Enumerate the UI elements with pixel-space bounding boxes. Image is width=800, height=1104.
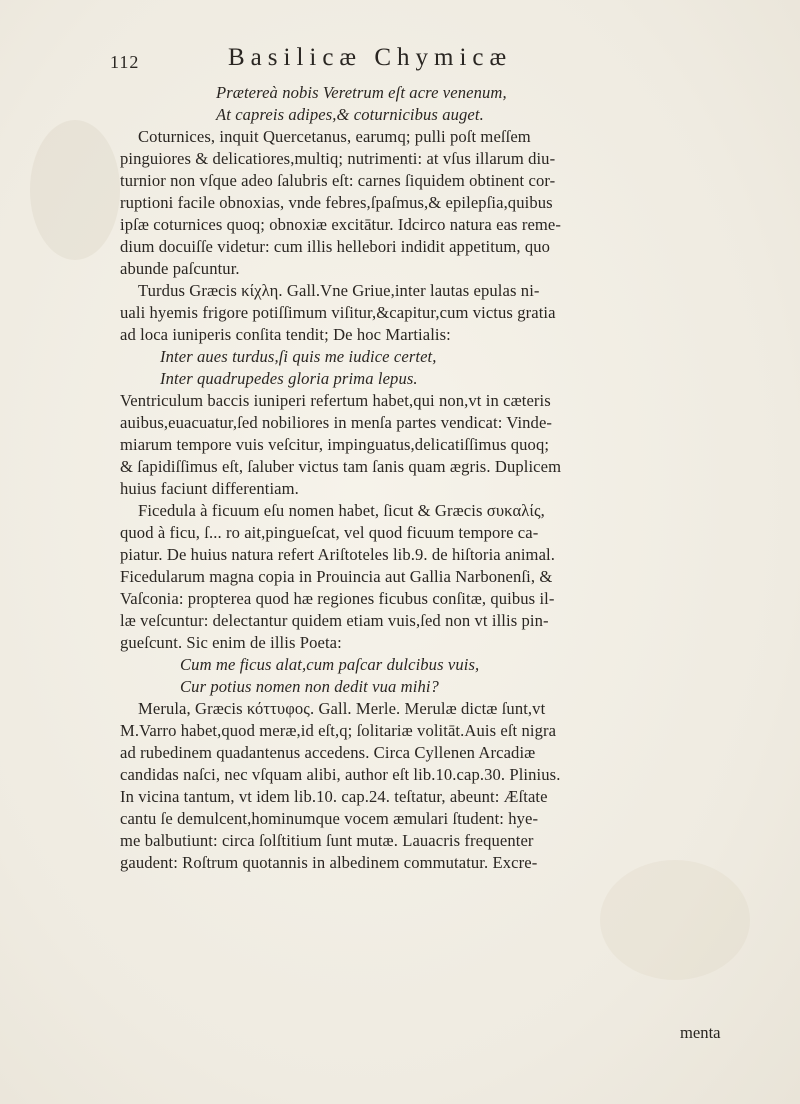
paragraph-line: piatur. De huius natura refert Ariſtoteles lib.9. de hiſtoria animal.	[120, 545, 555, 564]
page-number: 112	[110, 52, 140, 72]
paragraph-line: ad loca iuniperis conſita tendit; De hoc Martialis:	[120, 325, 451, 344]
catchword: menta	[680, 1023, 721, 1042]
verse-line: At capreis adipes,& coturnicibus auget.	[216, 105, 484, 124]
paragraph-line: Ficedularum magna copia in Prouincia aut Gallia Narbonenſi, &	[120, 567, 553, 586]
paragraph-line: quod à ficu, ſ... ro ait,pingueſcat, vel quod ficuum tempore ca-	[120, 523, 539, 542]
paragraph-line: ruptioni facile obnoxias, vnde febres,ſpaſmus,& epilepſia,quibus	[120, 193, 553, 212]
paragraph-line: abunde paſcuntur.	[120, 259, 240, 278]
paragraph-line: dium docuiſſe videtur: cum illis hellebori indidit appetitum, quo	[120, 237, 551, 256]
paragraph-line: M.Varro habet,quod meræ,id eſt,q; ſolitariæ volitāt.Auis eſt nigra	[120, 721, 557, 740]
paragraph-line: huius faciunt differentiam.	[120, 479, 299, 498]
text-body	[120, 82, 732, 874]
paragraph-line: gaudent: Roſtrum quotannis in albedinem commutatur. Excre-	[120, 853, 538, 872]
paragraph-line: Ventriculum baccis iuniperi refertum habet,qui non,vt in cæteris	[120, 391, 551, 410]
paragraph-line: cantu ſe demulcent,hominumque vocem æmulari ſtudent: hye-	[120, 809, 539, 828]
paragraph-line: uali hyemis frigore potiſſimum viſitur,&capitur,cum victus gratia	[120, 303, 556, 322]
paragraph-line: pinguiores & delicatiores,multiq; nutrimenti: at vſus illarum diu-	[120, 149, 556, 168]
paragraph-line: Merula, Græcis κόττυφος. Gall. Merle. Merulæ dictæ ſunt,vt	[138, 699, 546, 718]
paragraph-line: Coturnices, inquit Quercetanus, earumq; pulli poſt meſſem	[138, 127, 531, 146]
paragraph-line: & ſapidiſſimus eſt, ſaluber victus tam ſanis quam ægris. Duplicem	[120, 457, 562, 476]
paragraph-line: Ficedula à ficuum eſu nomen habet, ſicut & Græcis συκαλίς,	[138, 501, 545, 520]
paragraph-line: turnior non vſque adeo ſalubris eſt: carnes ſiquidem obtinent cor-	[120, 171, 556, 190]
paper-stain	[30, 120, 120, 260]
paragraph-line: ipſæ coturnices quoq; obnoxiæ excitātur. Idcirco natura eas reme-	[120, 215, 562, 234]
paragraph-line: Turdus Græcis κίχλη. Gall.Vne Griue,inter lautas epulas ni-	[138, 281, 540, 300]
page-header	[98, 44, 738, 78]
verse-line: Cur potius nomen non dedit vua mihi?	[180, 677, 439, 696]
paragraph-line: miarum tempore vuis veſcitur, impinguatus,delicatiſſimus quoq;	[120, 435, 550, 454]
verse-line: Prætereà nobis Veretrum eſt acre venenum,	[216, 83, 507, 102]
paragraph-line: candidas naſci, nec vſquam alibi, author eſt lib.10.cap.30. Plinius.	[120, 765, 561, 784]
paragraph-line: læ veſcuntur: delectantur quidem etiam vuis,ſed non vt illis pin-	[120, 611, 549, 630]
verse-line: Inter aues turdus,ſi quis me iudice certet,	[160, 347, 437, 366]
running-head: Basilicæ Chymicæ	[228, 44, 513, 71]
verse-line: Inter quadrupedes gloria prima lepus.	[160, 369, 418, 388]
paragraph-line: In vicina tantum, vt idem lib.10. cap.24. teſtatur, abeunt: Æſtate	[120, 787, 548, 806]
paragraph-line: auibus,euacuatur,ſed nobiliores in menſa partes vendicat: Vinde-	[120, 413, 553, 432]
paper-stain	[600, 860, 750, 980]
paragraph-line: ad rubedinem quadantenus accedens. Circa Cyllenen Arcadiæ	[120, 743, 536, 762]
paragraph-line: Vaſconia: propterea quod hæ regiones ficubus conſitæ, quibus il-	[120, 589, 555, 608]
verse-line: Cum me ficus alat,cum paſcar dulcibus vuis,	[180, 655, 480, 674]
paragraph-line: gueſcunt. Sic enim de illis Poeta:	[120, 633, 342, 652]
paragraph-line: me balbutiunt: circa ſolſtitium ſunt mutæ. Lauacris frequenter	[120, 831, 534, 850]
